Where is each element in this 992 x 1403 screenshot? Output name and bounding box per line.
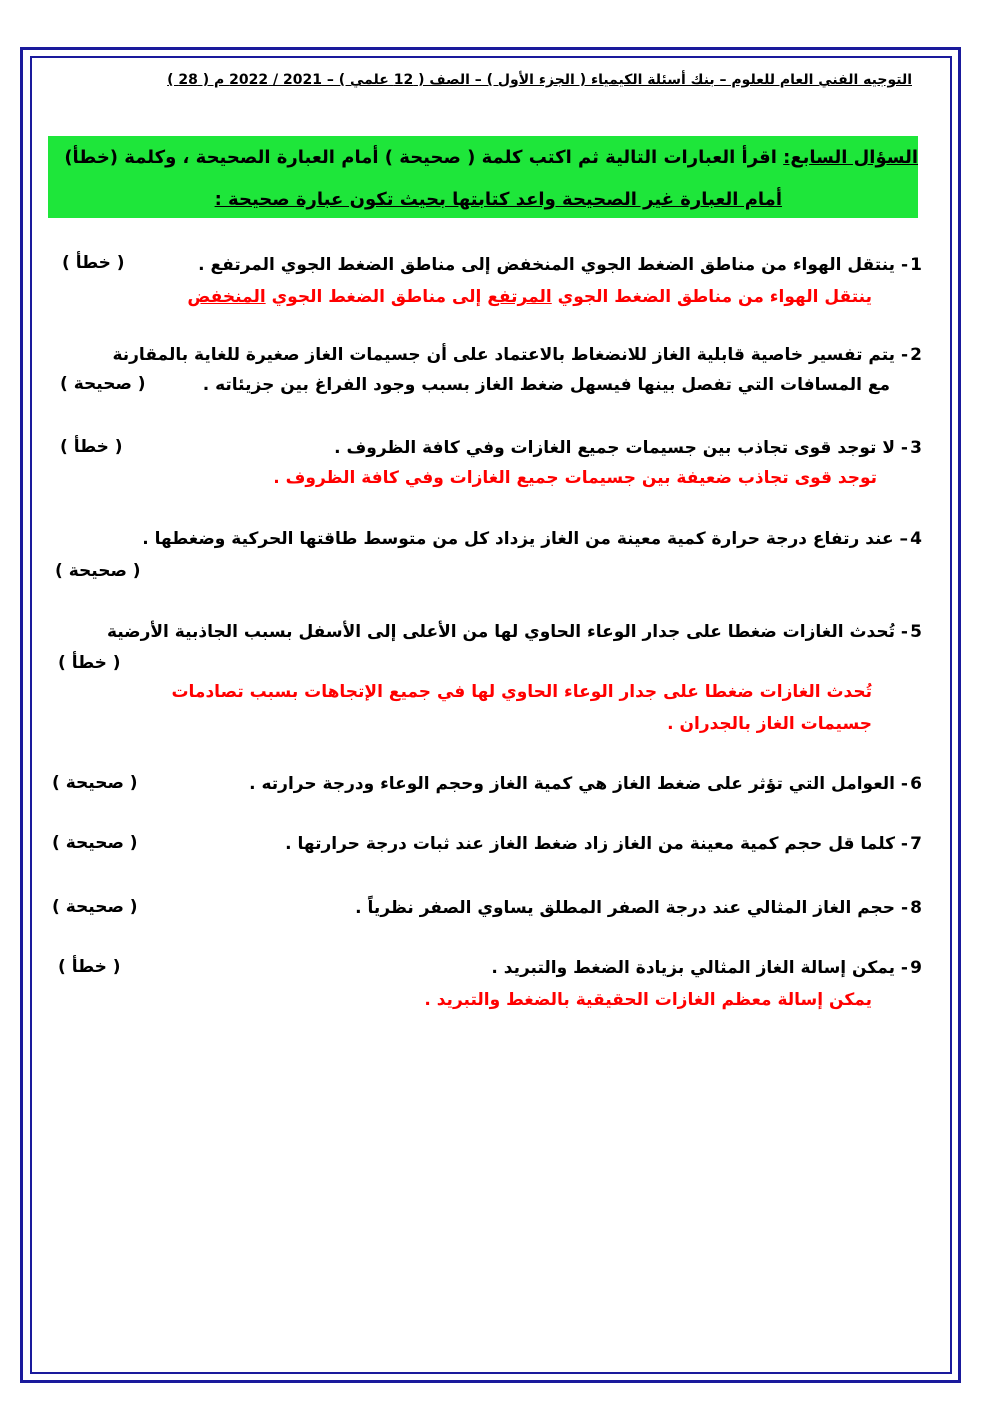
item-1-mark: ( خطأ ) xyxy=(62,253,125,273)
item-2-mark: ( صحيحة ) xyxy=(60,374,146,394)
item-2-text-line2: مع المسافات التي تفصل بينها فيسهل ضغط الغاز بسبب وجود الفراغ بين جزيئاته . xyxy=(202,375,890,395)
item-8-mark: ( صحيحة ) xyxy=(52,897,138,917)
item-7-text: - كلما قل حجم كمية معينة من الغاز زاد ضغط الغاز عند ثبات درجة حرارتها . xyxy=(285,834,908,854)
item-9-number: 9 xyxy=(910,958,922,978)
item-9-correction: يمكن إسالة معظم الغازات الحقيقية بالضغط والتبريد . xyxy=(424,990,872,1010)
item-3-text: - لا توجد قوى تجاذب بين جسيمات جميع الغازات وفي كافة الظروف . xyxy=(334,438,908,458)
item-3-number: 3 xyxy=(910,438,922,458)
item-1-correction-u2: المنخفض xyxy=(187,287,266,307)
item-6-mark: ( صحيحة ) xyxy=(52,773,138,793)
item-5-mark: ( خطأ ) xyxy=(58,653,121,673)
item-3-correction: توجد قوى تجاذب ضعيفة بين جسيمات جميع الغازات وفي كافة الظروف . xyxy=(273,468,877,488)
item-4-mark: ( صحيحة ) xyxy=(55,561,141,581)
item-1-number: 1 xyxy=(910,255,922,275)
item-5-correction-line2: جسيمات الغاز بالجدران . xyxy=(667,714,872,734)
item-8-number: 8 xyxy=(910,898,922,918)
item-5-correction: تُحدث الغازات ضغطا على جدار الوعاء الحاوي لها في جميع الإتجاهات بسبب تصادمات xyxy=(171,682,872,702)
item-3-mark: ( خطأ ) xyxy=(60,437,123,457)
question-label: السؤال السابع: xyxy=(783,147,918,168)
item-5-text: - تُحدث الغازات ضغطا على جدار الوعاء الحاوي لها من الأعلى إلى الأسفل بسبب الجاذبية الأرضية xyxy=(106,622,908,642)
item-8-text: - حجم الغاز المثالي عند درجة الصفر المطلق يساوي الصفر نظرياً . xyxy=(355,898,908,918)
item-4-number: 4 xyxy=(910,529,922,549)
item-5-number: 5 xyxy=(910,622,922,642)
item-7-mark: ( صحيحة ) xyxy=(52,833,138,853)
question-instruction: اقرأ العبارات التالية ثم اكتب كلمة ( صحيحة ) أمام العبارة الصحيحة ، وكلمة (خطأ) xyxy=(64,147,784,168)
question-title xyxy=(64,147,918,168)
item-1-correction xyxy=(187,287,872,307)
item-7-number: 7 xyxy=(910,834,922,854)
page-header: التوجيه الفني العام للعلوم – بنك أسئلة الكيمياء ( الجزء الأول ) – الصف ( 12 علمي ) – 2021 / 2022 م ( 28 ) xyxy=(167,72,912,88)
item-1-text: - ينتقل الهواء من مناطق الضغط الجوي المنخفض إلى مناطق الضغط الجوي المرتفع . xyxy=(198,255,908,275)
item-9-text: - يمكن إسالة الغاز المثالي بزيادة الضغط والتبريد . xyxy=(491,958,908,978)
item-2-number: 2 xyxy=(910,345,922,365)
item-6-number: 6 xyxy=(910,774,922,794)
item-1-correction-a: ينتقل الهواء من مناطق الضغط الجوي xyxy=(551,287,872,307)
question-title-line2: أمام العبارة غير الصحيحة واعد كتابتها بحيث تكون عبارة صحيحة : xyxy=(214,189,782,210)
item-4-text: – عند رتفاع درجة حرارة كمية معينة من الغاز يزداد كل من متوسط طاقتها الحركية وضغطها . xyxy=(142,529,908,549)
item-9-mark: ( خطأ ) xyxy=(58,957,121,977)
item-1-correction-b: إلى مناطق الضغط الجوي xyxy=(265,287,488,307)
item-1-correction-u1: المرتفع xyxy=(487,287,552,307)
item-2-text: - يتم تفسير خاصية قابلية الغاز للانضغاط بالاعتماد على أن جسيمات الغاز صغيرة للغاية بالمقارنة xyxy=(112,345,908,365)
item-6-text: - العوامل التي تؤثر على ضغط الغاز هي كمية الغاز وحجم الوعاء ودرجة حرارته . xyxy=(249,774,908,794)
